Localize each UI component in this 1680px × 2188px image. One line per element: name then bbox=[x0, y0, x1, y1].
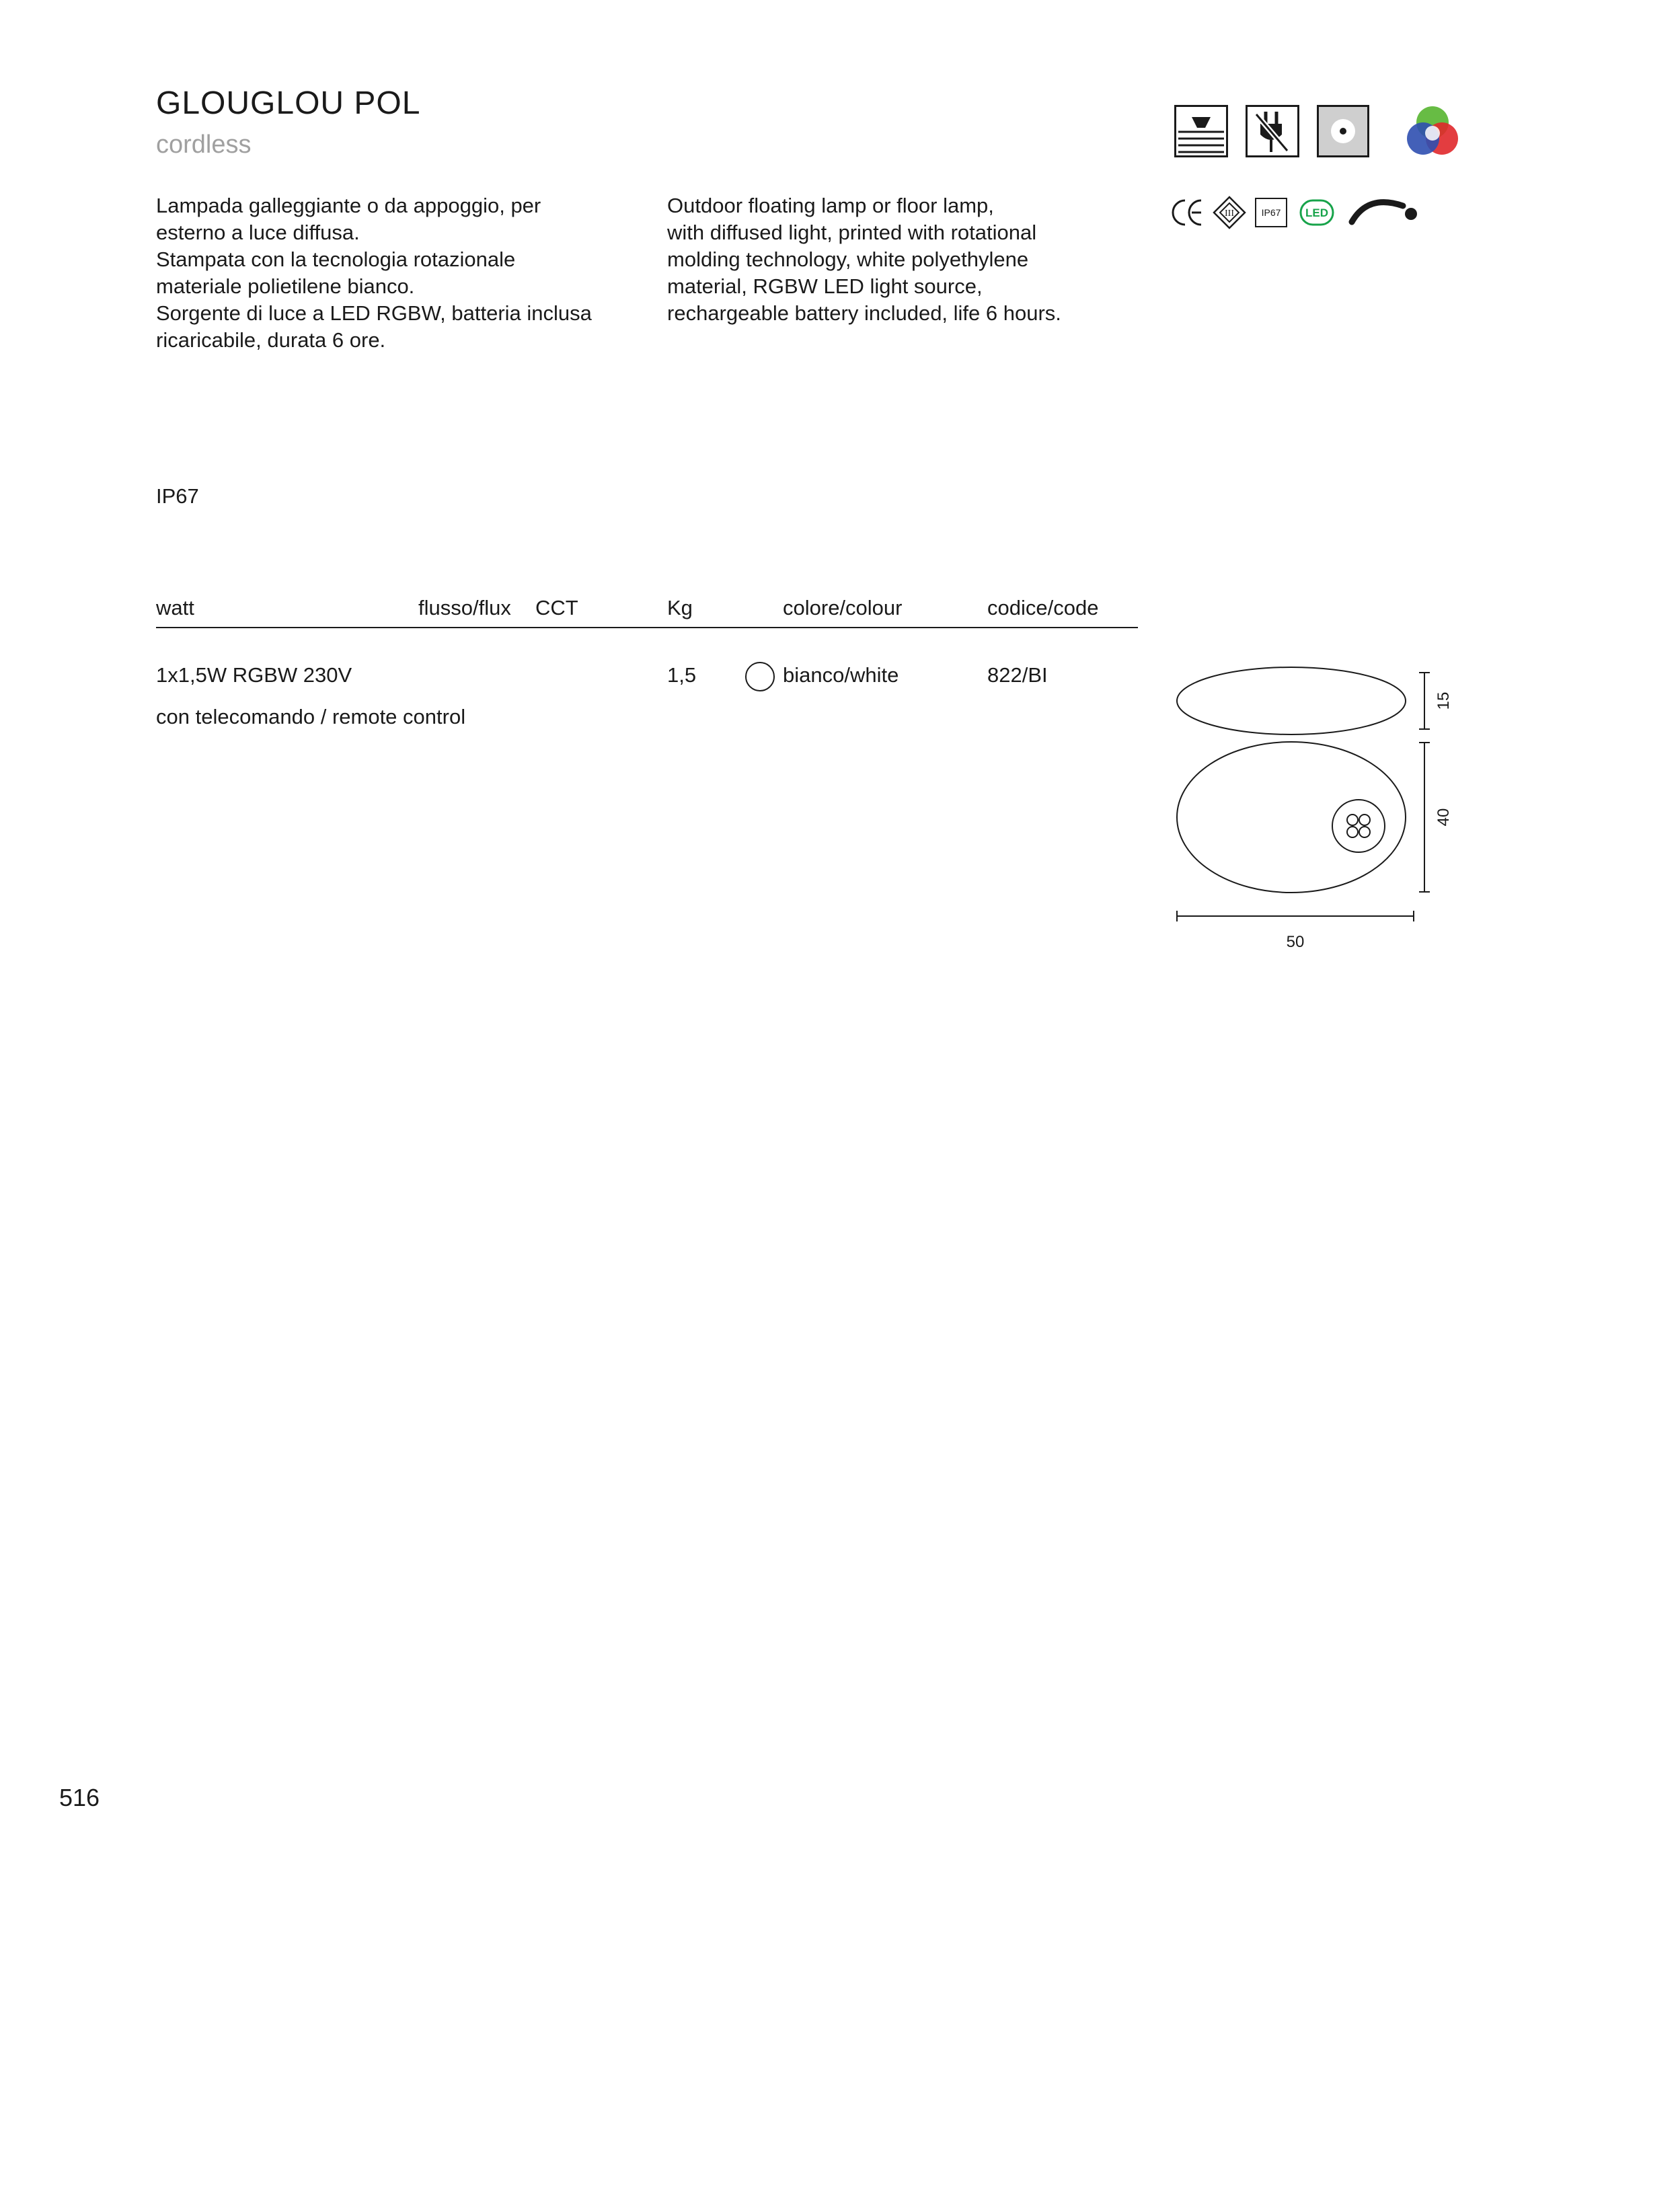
product-title: GLOUGLOU POL bbox=[156, 85, 421, 121]
header-code: codice/code bbox=[987, 596, 1099, 619]
description-italian bbox=[156, 192, 592, 354]
colour-swatch bbox=[745, 662, 775, 691]
header-watt: watt bbox=[156, 596, 194, 619]
header-cct: CCT bbox=[535, 596, 578, 619]
description-line: Outdoor floating lamp or floor lamp, bbox=[667, 194, 994, 217]
class-iii-icon bbox=[1212, 195, 1247, 230]
description-line: esterno a luce diffusa. bbox=[156, 221, 360, 244]
rgb-color-icon bbox=[1406, 104, 1459, 159]
header-flux: flusso/flux bbox=[418, 596, 511, 619]
width-dimension-label: 50 bbox=[1286, 933, 1305, 951]
table-header-rule bbox=[156, 627, 1138, 628]
diffused-light-icon bbox=[1317, 105, 1369, 157]
description-line: Stampata con la tecnologia rotazionale bbox=[156, 248, 516, 271]
ip67-icon-label: IP67 bbox=[1261, 207, 1281, 218]
cordless-plug-icon bbox=[1246, 105, 1299, 157]
description-line: Lampada galleggiante o da appoggio, per bbox=[156, 194, 541, 217]
remote-control-icon bbox=[1348, 191, 1422, 226]
description-line: rechargeable battery included, life 6 hours. bbox=[667, 301, 1061, 325]
depth-dimension-label: 40 bbox=[1435, 808, 1453, 827]
row-colour: bianco/white bbox=[783, 663, 899, 687]
height-dimension-label: 15 bbox=[1435, 691, 1453, 710]
side-view-outline bbox=[1177, 667, 1406, 734]
description-english bbox=[667, 192, 1061, 327]
row-watt: 1x1,5W RGBW 230V bbox=[156, 663, 352, 687]
floating-water-icon bbox=[1174, 105, 1228, 157]
header-colour: colore/colour bbox=[783, 596, 903, 619]
row-note: con telecomando / remote control bbox=[156, 705, 466, 728]
row-kg: 1,5 bbox=[667, 663, 697, 687]
page-number: 516 bbox=[59, 1784, 100, 1811]
ip-rating: IP67 bbox=[156, 484, 199, 508]
description-line: molding technology, white polyethylene bbox=[667, 248, 1029, 271]
description-line: material, RGBW LED light source, bbox=[667, 274, 983, 298]
led-icon bbox=[1299, 199, 1334, 226]
product-subtitle: cordless bbox=[156, 130, 252, 159]
description-line: ricaricabile, durata 6 ore. bbox=[156, 328, 386, 352]
top-view-outline bbox=[1177, 742, 1406, 893]
ip67-icon bbox=[1255, 198, 1287, 227]
class-iii-label: III bbox=[1225, 209, 1234, 219]
row-code: 822/BI bbox=[987, 663, 1048, 687]
description-line: with diffused light, printed with rotational bbox=[667, 221, 1037, 244]
control-button-outline bbox=[1332, 800, 1385, 852]
description-line: materiale polietilene bianco. bbox=[156, 274, 415, 298]
led-icon-label: LED bbox=[1305, 206, 1328, 219]
description-line: Sorgente di luce a LED RGBW, batteria inclusa bbox=[156, 301, 592, 325]
dimension-drawing bbox=[1163, 659, 1459, 955]
ce-mark-icon bbox=[1170, 196, 1204, 229]
header-kg: Kg bbox=[667, 596, 693, 619]
